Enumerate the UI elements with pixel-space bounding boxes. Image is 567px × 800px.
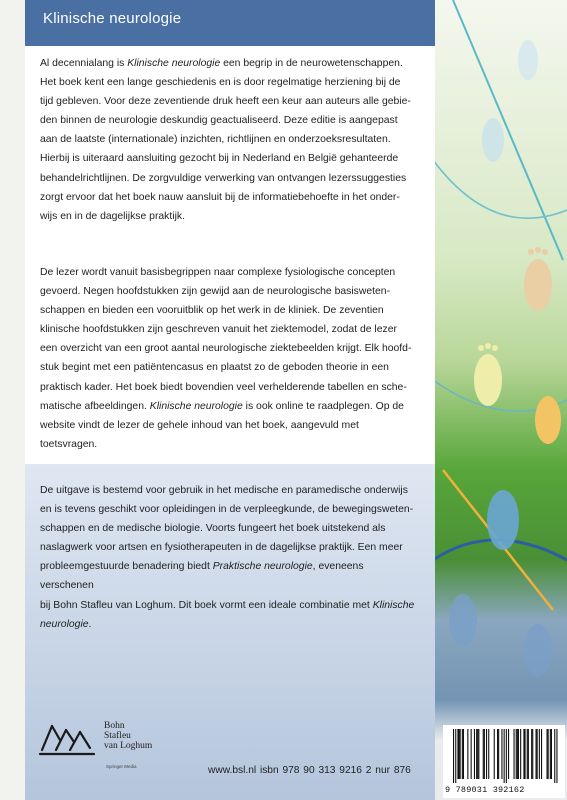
barcode-bar (517, 729, 518, 779)
barcode-bar (484, 729, 485, 779)
barcode-bar (477, 729, 478, 779)
paragraph-2: De lezer wordt vanuit basisbegrippen naar complexe fysiologische concepten gevoerd. Negen hoofdstukken zijn gewijd aan de neurologische basisweten- schappen en bieden een vooruitblik op het werk in de kliniek. De zeventien klinische hoofdstukken zijn geschreven vanuit het ziektemodel, zodat de lezer een overzicht van een groot aantal neurologische ziektebeelden krijgt. Elk hoofd- stuk begint met een patiëntencasus en plaatst zo de geboden theorie in een praktisch kader. Het boek biedt bovendien veel verhelderende tabellen en sche- matische afbeeldingen. Klinische neurologie is ook online te raadplegen. Op de website vindt de lezer de gehele inhoud van het boek, aangevuld met toetsvragen. (40, 267, 412, 450)
decorative-strip (433, 0, 567, 800)
barcode-bar (455, 729, 456, 783)
barcode-bar (467, 729, 468, 779)
barcode-bar (551, 729, 552, 779)
barcode-bar (548, 729, 549, 779)
barcode-bar (474, 729, 475, 779)
barcode-bar (525, 729, 526, 779)
series-title: Klinische neurologie (43, 10, 182, 27)
barcode-bar (476, 729, 477, 779)
barcode-bar (462, 729, 463, 779)
publisher-name (104, 721, 152, 751)
barcode-number: 9 789031 392162 (445, 785, 525, 795)
publisher-logo (38, 720, 178, 776)
barcode-bar (541, 729, 542, 779)
barcode-bar (457, 729, 458, 779)
barcode-bar (497, 729, 498, 779)
barcode-bar (504, 729, 505, 783)
bsl-logo-icon (38, 720, 98, 760)
barcode-bar (520, 729, 521, 779)
barcode-bar (523, 729, 524, 779)
publisher-line-2: Stafleu (104, 731, 131, 741)
barcode-bar (532, 729, 533, 779)
barcode-bar (536, 729, 537, 779)
barcode-bar (527, 729, 528, 779)
footprints-artwork (433, 0, 567, 800)
barcode-bar (537, 729, 538, 779)
barcode-bar (554, 729, 555, 783)
imprint-line: www.bsl.nl isbn 978 90 313 9216 2 nur 876 (208, 765, 411, 776)
barcode-bar (459, 729, 460, 779)
barcode-bar (471, 729, 472, 779)
publisher-line-1: Bohn (104, 721, 125, 731)
barcode-bar (463, 729, 464, 779)
barcode-bar (514, 729, 515, 779)
barcode-bar (483, 729, 484, 779)
barcode-bar (508, 729, 509, 779)
barcode-bar (453, 729, 454, 783)
barcode-bar (488, 729, 489, 779)
isbn-barcode (443, 725, 565, 798)
barcode-bar (539, 729, 540, 779)
barcode-bar (550, 729, 551, 779)
barcode-bar (494, 729, 495, 779)
barcode-bar (518, 729, 519, 779)
paragraph-1: Al decennialang is Klinische neurologie een begrip in de neurowetenschappen. Het boek kent een lange geschiedenis en is door regelmatige herziening bij de tijd gebleven. Voor deze zeventiende druk heeft een keur aan auteurs alle gebie- den binnen de neurologie deskundig geactualiseerd. Deze editie is aangepast aan de laatste (internationale) inzichten, richtlijnen en onderzoeksresultaten. Hierbij is uiteraard aansluiting gezocht bij in Nederland en België gehanteerde behandelrichtlijnen. De zorgvuldige verwerking van ontvangen lezerssuggesties zorgt ervoor dat het boek nauw aansluit bij de informatiebehoefte in het onder- wijs en in de dagelijkse praktijk. (40, 58, 411, 222)
publisher-subline: Springer Media (106, 764, 137, 769)
barcode-bar (531, 729, 532, 779)
paragraph-3: De uitgave is bestemd voor gebruik in het medische en paramedische onderwijs en is tevens geschikt voor opleidingen in de verpleegkunde, de bewegingsweten- schappen en de medische biologie. Voorts fungeert het boek uitstekend als naslagwerk voor artsen en fysiotherapeuten in de dagelijkse praktijk. Een meer probleemgestuurde benadering biedt Praktische neurologie, eveneens verschenen bij Bohn Stafleu van Loghum. Dit boek vormt een ideale combinatie met Klinische neurologie. (40, 485, 415, 630)
publisher-line-3: van Loghum (104, 741, 153, 751)
barcode-bar (501, 729, 502, 779)
barcode-bar (486, 729, 487, 779)
barcode-bar (528, 729, 529, 779)
barcode-bar (460, 729, 461, 779)
barcode-bars (443, 725, 565, 783)
barcode-bar (516, 729, 517, 779)
barcode-bar (506, 729, 507, 783)
barcode-bar (547, 729, 548, 779)
barcode-bar (478, 729, 479, 779)
barcode-bar (498, 729, 499, 779)
barcode-bar (556, 729, 557, 783)
